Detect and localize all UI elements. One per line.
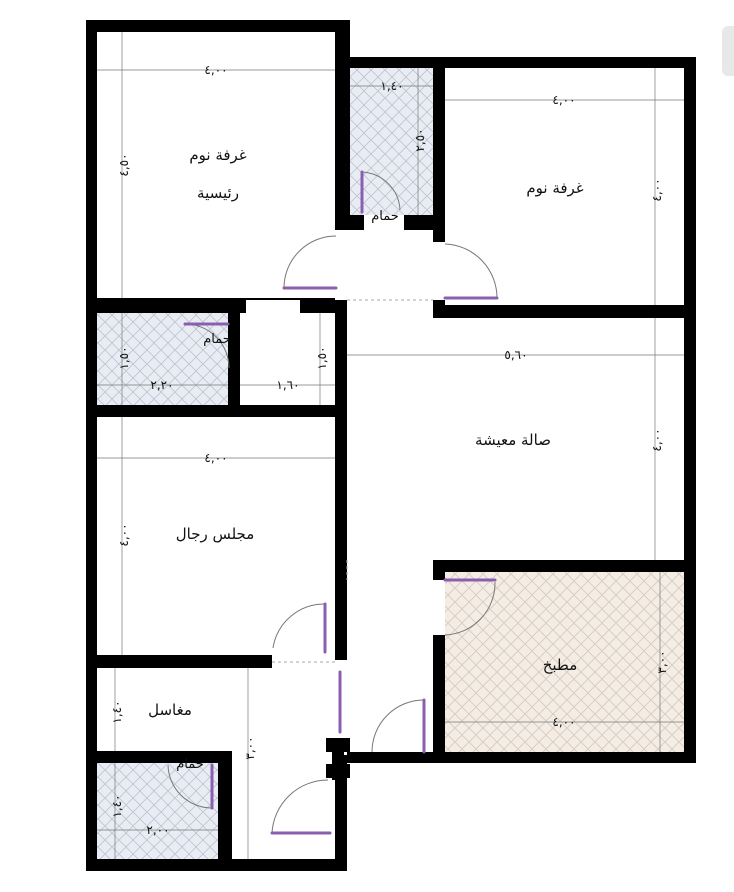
wall-stub <box>326 764 350 778</box>
wall-stub <box>433 560 445 580</box>
dim-corridor-width: ١,٦٠ <box>276 378 300 392</box>
dim-bath-bottom-depth: ١,٤٠ <box>110 794 124 818</box>
dim-wash-depth: ١,٤٠ <box>110 700 124 724</box>
master-bedroom-label-2: رئيسية <box>197 184 239 202</box>
dim-bedroom-depth: ٤,٠٠ <box>650 178 664 202</box>
dim-kitchen-depth: ٣,٠٠ <box>655 650 669 674</box>
dim-majlis-depth: ٤,٠٠ <box>117 523 131 547</box>
dim-majlis-width: ٤,٠٠ <box>204 451 228 465</box>
wall-stub <box>326 738 350 752</box>
opening-strip <box>433 580 445 635</box>
master-bedroom-label: غرفة نوم <box>189 146 247 164</box>
wall-stub <box>228 370 240 405</box>
wall-stub <box>97 751 167 763</box>
dim-entrance-depth: ٣,٠٠ <box>243 736 257 760</box>
wall-stub <box>228 300 246 313</box>
wall-stub <box>210 751 232 763</box>
wall-stub <box>433 300 445 318</box>
opening-strip <box>433 240 445 305</box>
living-hall-label: صالة معيشة <box>475 431 551 449</box>
dim-corridor-depth: ١,٥٠ <box>315 346 329 370</box>
wall-stub <box>218 751 232 859</box>
bathroom-top-label: حمام <box>371 209 399 224</box>
dim-bath-top-depth: ٢,٥٠ <box>413 128 427 152</box>
wall-stub <box>300 300 335 313</box>
wall-stub <box>433 635 445 752</box>
dim-master-width: ٤,٠٠ <box>204 63 228 77</box>
bathroom-bottom-label: حمام <box>176 757 204 772</box>
kitchen-label: مطبخ <box>542 656 578 674</box>
men-majlis-label: مجلس رجال <box>175 525 255 543</box>
dim-kitchen-width: ٤,٠٠ <box>552 715 576 729</box>
dim-living-depth: ٤,٠٠ <box>650 428 664 452</box>
wall-stub <box>433 230 445 242</box>
bedroom-label: غرفة نوم <box>526 179 584 197</box>
opening-strip <box>335 230 347 300</box>
wall-stub <box>335 778 347 860</box>
wall-stub <box>232 655 272 668</box>
dim-bedroom-width: ٤,٠٠ <box>552 93 576 107</box>
dim-bath-top-width: ١,٤٠ <box>380 79 404 93</box>
dim-bath-left-width: ٢,٢٠ <box>150 378 174 392</box>
dim-bath-bottom-width: ٢,٠٠ <box>146 823 170 837</box>
dim-master-depth: ٤,٥٠ <box>117 153 131 177</box>
entrance-floor <box>232 668 335 859</box>
dim-bath-left-depth: ١,٥٠ <box>117 346 131 370</box>
wash-basins-label: مغاسل <box>148 701 192 719</box>
bathroom-left-label: حمام <box>203 332 231 347</box>
wall-stub <box>350 215 364 230</box>
dim-living-width: ٥,٦٠ <box>504 348 528 362</box>
wall-stub <box>404 215 445 230</box>
